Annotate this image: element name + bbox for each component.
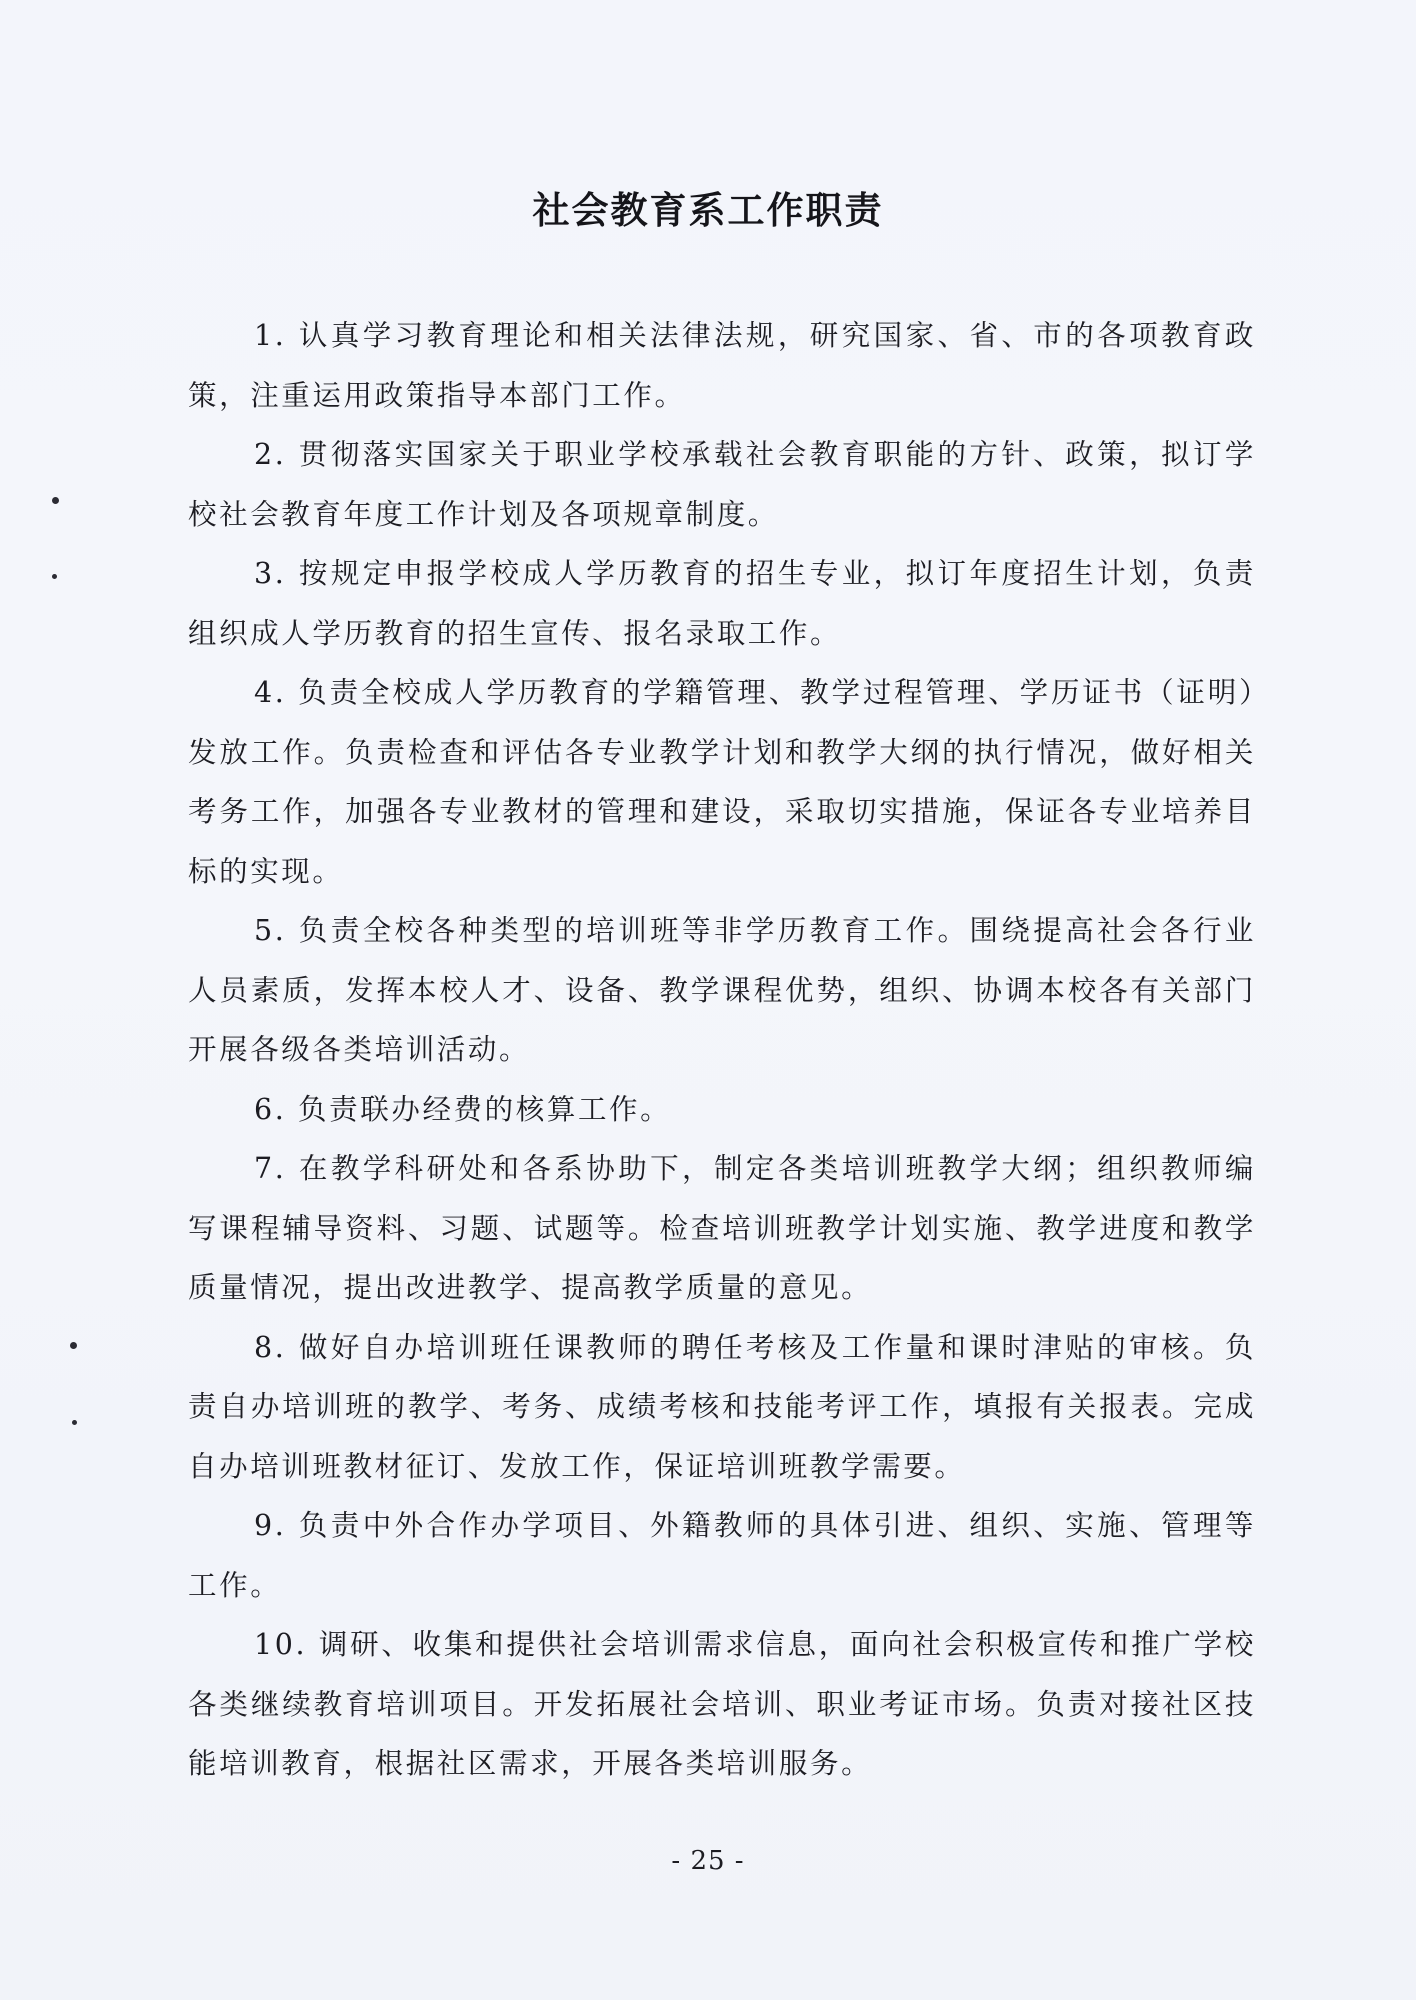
document-body	[188, 306, 1256, 1794]
duty-item-3: 3. 按规定申报学校成人学历教育的招生专业，拟订年度招生计划，负责组织成人学历教育的招生宣传、报名录取工作。	[188, 557, 1256, 650]
duty-item-7: 7. 在教学科研处和各系协助下，制定各类培训班教学大纲；组织教师编写课程辅导资料、习题、试题等。检查培训班教学计划实施、教学进度和教学质量情况，提出改进教学、提高教学质量的意见。	[188, 1152, 1256, 1304]
binding-hole-mark	[70, 1342, 77, 1349]
duty-item-1: 1. 认真学习教育理论和相关法律法规，研究国家、省、市的各项教育政策，注重运用政策指导本部门工作。	[188, 319, 1256, 412]
duty-item-10: 10. 调研、收集和提供社会培训需求信息，面向社会积极宣传和推广学校各类继续教育培训项目。开发拓展社会培训、职业考证市场。负责对接社区技能培训教育，根据社区需求，开展各类培训服务。	[188, 1628, 1256, 1780]
document-title: 社会教育系工作职责	[532, 189, 884, 232]
binding-hole-mark	[72, 1420, 77, 1425]
duty-item-5: 5. 负责全校各种类型的培训班等非学历教育工作。围绕提高社会各行业人员素质，发挥本校人才、设备、教学课程优势，组织、协调本校各有关部门开展各级各类培训活动。	[188, 914, 1256, 1066]
page-number: - 25 -	[671, 1846, 745, 1876]
duty-item-4: 4. 负责全校成人学历教育的学籍管理、教学过程管理、学历证书（证明）发放工作。负责检查和评估各专业教学计划和教学大纲的执行情况，做好相关考务工作，加强各专业教材的管理和建设，采取切实措施，保证各专业培养目标的实现。	[188, 676, 1256, 888]
binding-hole-mark	[52, 574, 57, 579]
duty-item-9: 9. 负责中外合作办学项目、外籍教师的具体引进、组织、实施、管理等工作。	[188, 1509, 1256, 1602]
duty-item-8: 8. 做好自办培训班任课教师的聘任考核及工作量和课时津贴的审核。负责自办培训班的教学、考务、成绩考核和技能考评工作，填报有关报表。完成自办培训班教材征订、发放工作，保证培训班教学需要。	[188, 1330, 1256, 1483]
duty-item-6: 6. 负责联办经费的核算工作。	[254, 1092, 672, 1126]
binding-hole-mark	[52, 497, 59, 504]
duty-item-2: 2. 贯彻落实国家关于职业学校承载社会教育职能的方针、政策，拟订学校社会教育年度工作计划及各项规章制度。	[188, 438, 1256, 531]
